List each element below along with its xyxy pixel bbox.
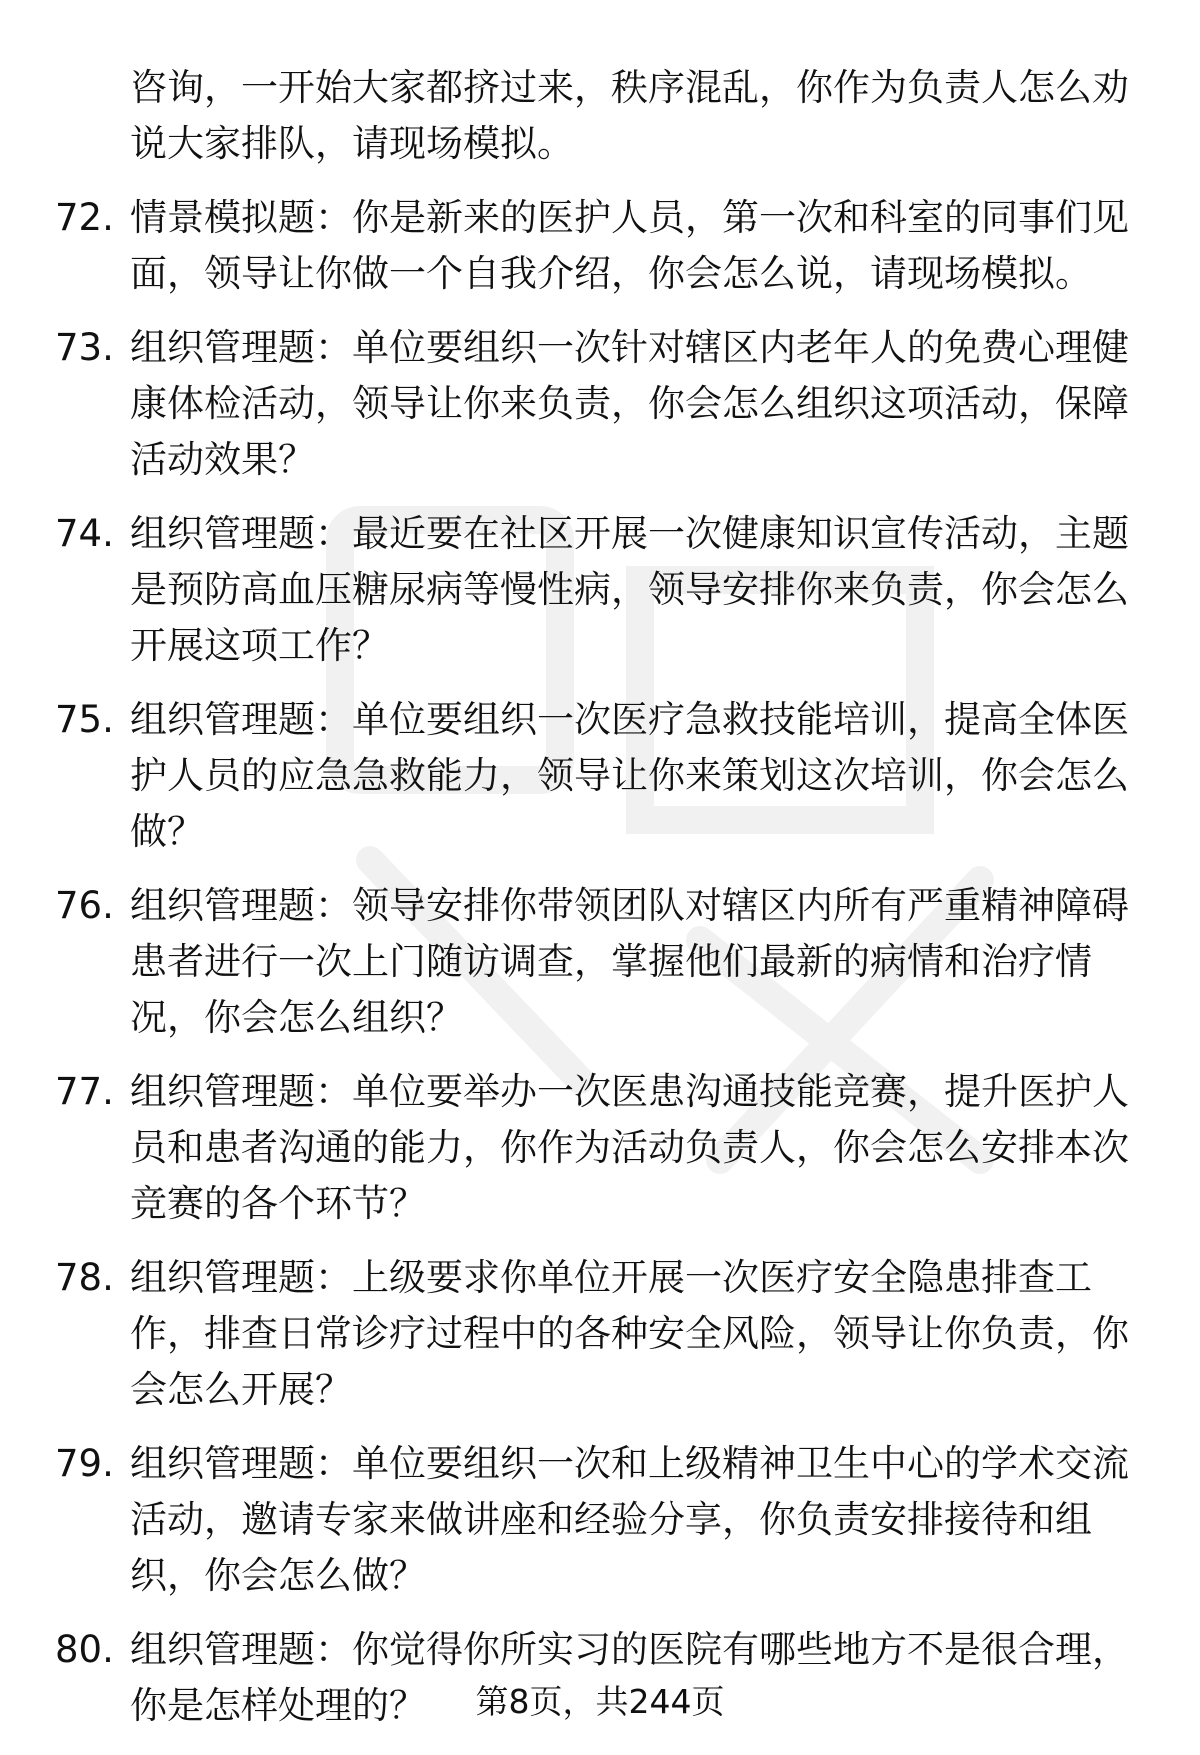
question-text: 组织管理题：单位要组织一次医疗急救技能培训，提高全体医护人员的应急急救能力，领导让你来策划这次培训，你会怎么做？	[130, 698, 1129, 853]
question-number: 76.	[55, 884, 114, 927]
question-number: 80.	[55, 1628, 114, 1671]
question-item	[0, 506, 1200, 674]
question-item	[0, 1250, 1200, 1418]
page-footer: 第8页，共244页	[475, 1682, 725, 1721]
question-item	[0, 878, 1200, 1046]
question-number: 77.	[55, 1070, 114, 1113]
question-text: 组织管理题：单位要组织一次针对辖区内老年人的免费心理健康体检活动，领导让你来负责，你会怎么组织这项活动，保障活动效果？	[130, 326, 1129, 481]
question-number: 72.	[55, 196, 114, 239]
intro-text: 咨询，一开始大家都挤过来，秩序混乱，你作为负责人怎么劝说大家排队，请现场模拟。	[130, 66, 1129, 165]
question-text: 组织管理题：领导安排你带领团队对辖区内所有严重精神障碍患者进行一次上门随访调查，掌握他们最新的病情和治疗情况，你会怎么组织？	[130, 884, 1129, 1039]
question-item	[0, 692, 1200, 860]
question-number: 79.	[55, 1442, 114, 1485]
question-number: 74.	[55, 512, 114, 555]
question-text: 组织管理题：上级要求你单位开展一次医疗安全隐患排查工作，排查日常诊疗过程中的各种安全风险，领导让你负责，你会怎么开展？	[130, 1256, 1129, 1411]
question-item	[0, 1064, 1200, 1232]
question-list	[0, 190, 1200, 1752]
question-item	[0, 190, 1200, 302]
question-text: 情景模拟题：你是新来的医护人员，第一次和科室的同事们见面，领导让你做一个自我介绍，你会怎么说，请现场模拟。	[130, 196, 1129, 295]
question-text: 组织管理题：单位要组织一次和上级精神卫生中心的学术交流活动，邀请专家来做讲座和经验分享，你负责安排接待和组织，你会怎么做？	[130, 1442, 1129, 1597]
question-item	[0, 1436, 1200, 1604]
question-number: 75.	[55, 698, 114, 741]
question-number: 73.	[55, 326, 114, 369]
question-text: 组织管理题：你觉得你所实习的医院有哪些地方不是很合理，你是怎样处理的？	[130, 1628, 1129, 1727]
question-text: 组织管理题：单位要举办一次医患沟通技能竞赛，提升医护人员和患者沟通的能力，你作为活动负责人，你会怎么安排本次竞赛的各个环节？	[130, 1070, 1129, 1225]
question-number: 78.	[55, 1256, 114, 1299]
question-text: 组织管理题：最近要在社区开展一次健康知识宣传活动，主题是预防高血压糖尿病等慢性病，领导安排你来负责，你会怎么开展这项工作？	[130, 512, 1129, 667]
question-item	[0, 320, 1200, 488]
